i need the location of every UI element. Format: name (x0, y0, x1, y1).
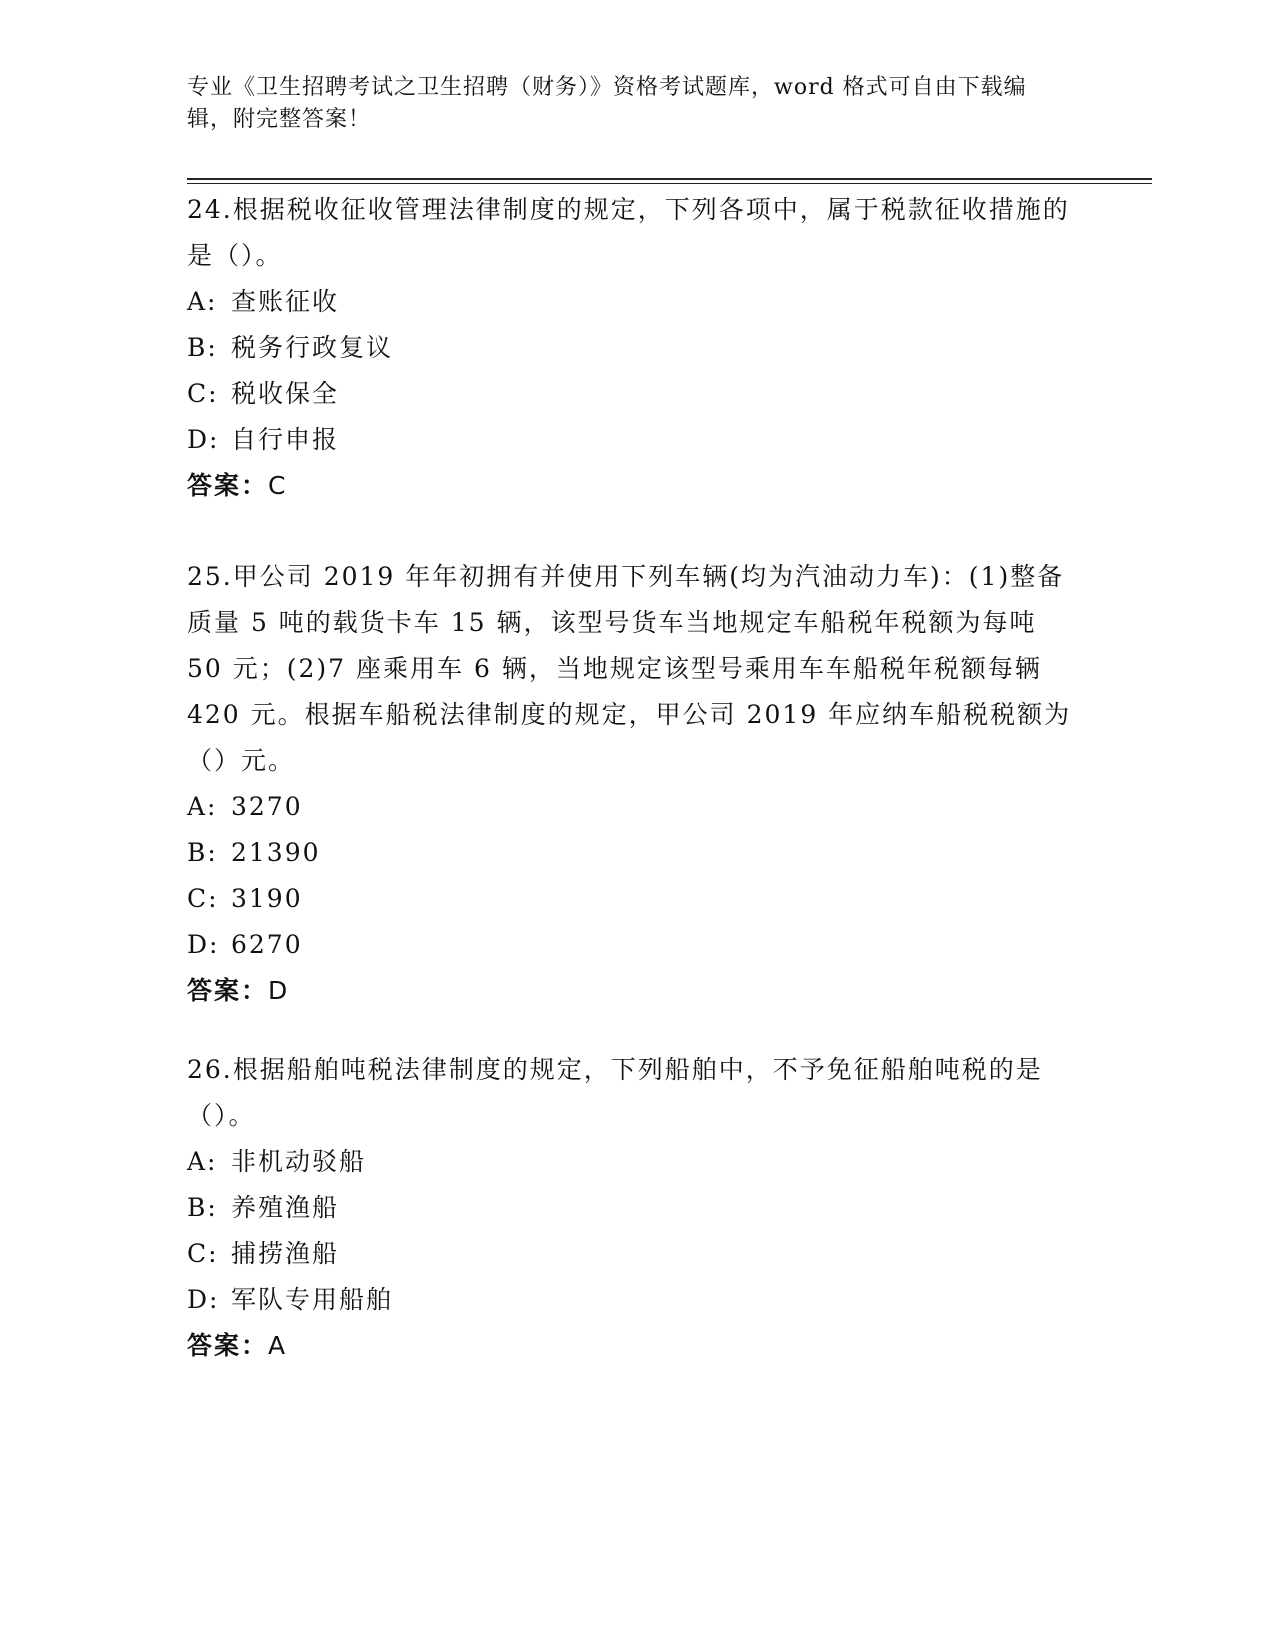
option-c (187, 1231, 1082, 1277)
option-letter: C: (187, 1239, 219, 1268)
option-a (187, 279, 1082, 325)
option-c (187, 876, 1082, 922)
option-letter: A: (187, 287, 218, 316)
option-text: 军队专用船舶 (231, 1285, 394, 1314)
option-a (187, 784, 1082, 830)
option-d (187, 1277, 1082, 1323)
option-letter: D: (187, 930, 220, 959)
option-text: 21390 (231, 838, 321, 867)
option-d (187, 922, 1082, 968)
answer-line (187, 1323, 1082, 1369)
answer-value: D (268, 976, 290, 1005)
option-text: 6270 (231, 930, 303, 959)
option-letter: A: (187, 1147, 218, 1176)
answer-line (187, 463, 1082, 509)
option-text: 非机动驳船 (231, 1147, 367, 1176)
answer-value: C (268, 471, 288, 500)
answer-line (187, 968, 1082, 1014)
option-text: 自行申报 (231, 425, 340, 454)
option-text: 3190 (231, 884, 303, 913)
question-stem: 25.甲公司 2019 年年初拥有并使用下列车辆(均为汽油动力车)：(1)整备质量 5 吨的载货卡车 15 辆，该型号货车当地规定车船税年税额为每吨 50 元；(2)7 座乘用车 6 辆，当地规定该型号乘用车车船税年税额每辆 420 元。根据车船税法律制度的规定，甲公司 2019 年应纳车船税税额为（）元。 (187, 562, 1072, 775)
answer-label: 答案： (187, 471, 269, 500)
option-text: 捕捞渔船 (231, 1239, 340, 1268)
answer-label: 答案： (187, 976, 269, 1005)
option-letter: C: (187, 379, 219, 408)
document-header: 专业《卫生招聘考试之卫生招聘（财务）》资格考试题库，word 格式可自由下载编辑，附完整答案！ (187, 75, 1027, 132)
option-letter: C: (187, 884, 219, 913)
question-stem: 24.根据税收征收管理法律制度的规定，下列各项中，属于税款征收措施的是（）。 (187, 195, 1070, 270)
question-26 (187, 1047, 1082, 1369)
option-text: 税收保全 (231, 379, 340, 408)
header-divider (187, 178, 1152, 180)
question-25 (187, 554, 1082, 1014)
option-b (187, 830, 1082, 876)
question-stem: 26.根据船舶吨税法律制度的规定，下列船舶中，不予免征船舶吨税的是（）。 (187, 1055, 1043, 1130)
header-divider-thin (187, 183, 1152, 184)
option-letter: B: (187, 333, 218, 362)
option-b (187, 325, 1082, 371)
option-b (187, 1185, 1082, 1231)
option-a (187, 1139, 1082, 1185)
question-24 (187, 187, 1082, 509)
option-text: 养殖渔船 (231, 1193, 340, 1222)
option-text: 税务行政复议 (231, 333, 394, 362)
answer-value: A (268, 1331, 288, 1360)
option-letter: B: (187, 1193, 218, 1222)
option-letter: D: (187, 425, 220, 454)
option-letter: D: (187, 1285, 220, 1314)
option-letter: A: (187, 792, 218, 821)
option-letter: B: (187, 838, 218, 867)
option-text: 查账征收 (231, 287, 340, 316)
answer-label: 答案： (187, 1331, 269, 1360)
option-text: 3270 (231, 792, 303, 821)
option-c (187, 371, 1082, 417)
option-d (187, 417, 1082, 463)
